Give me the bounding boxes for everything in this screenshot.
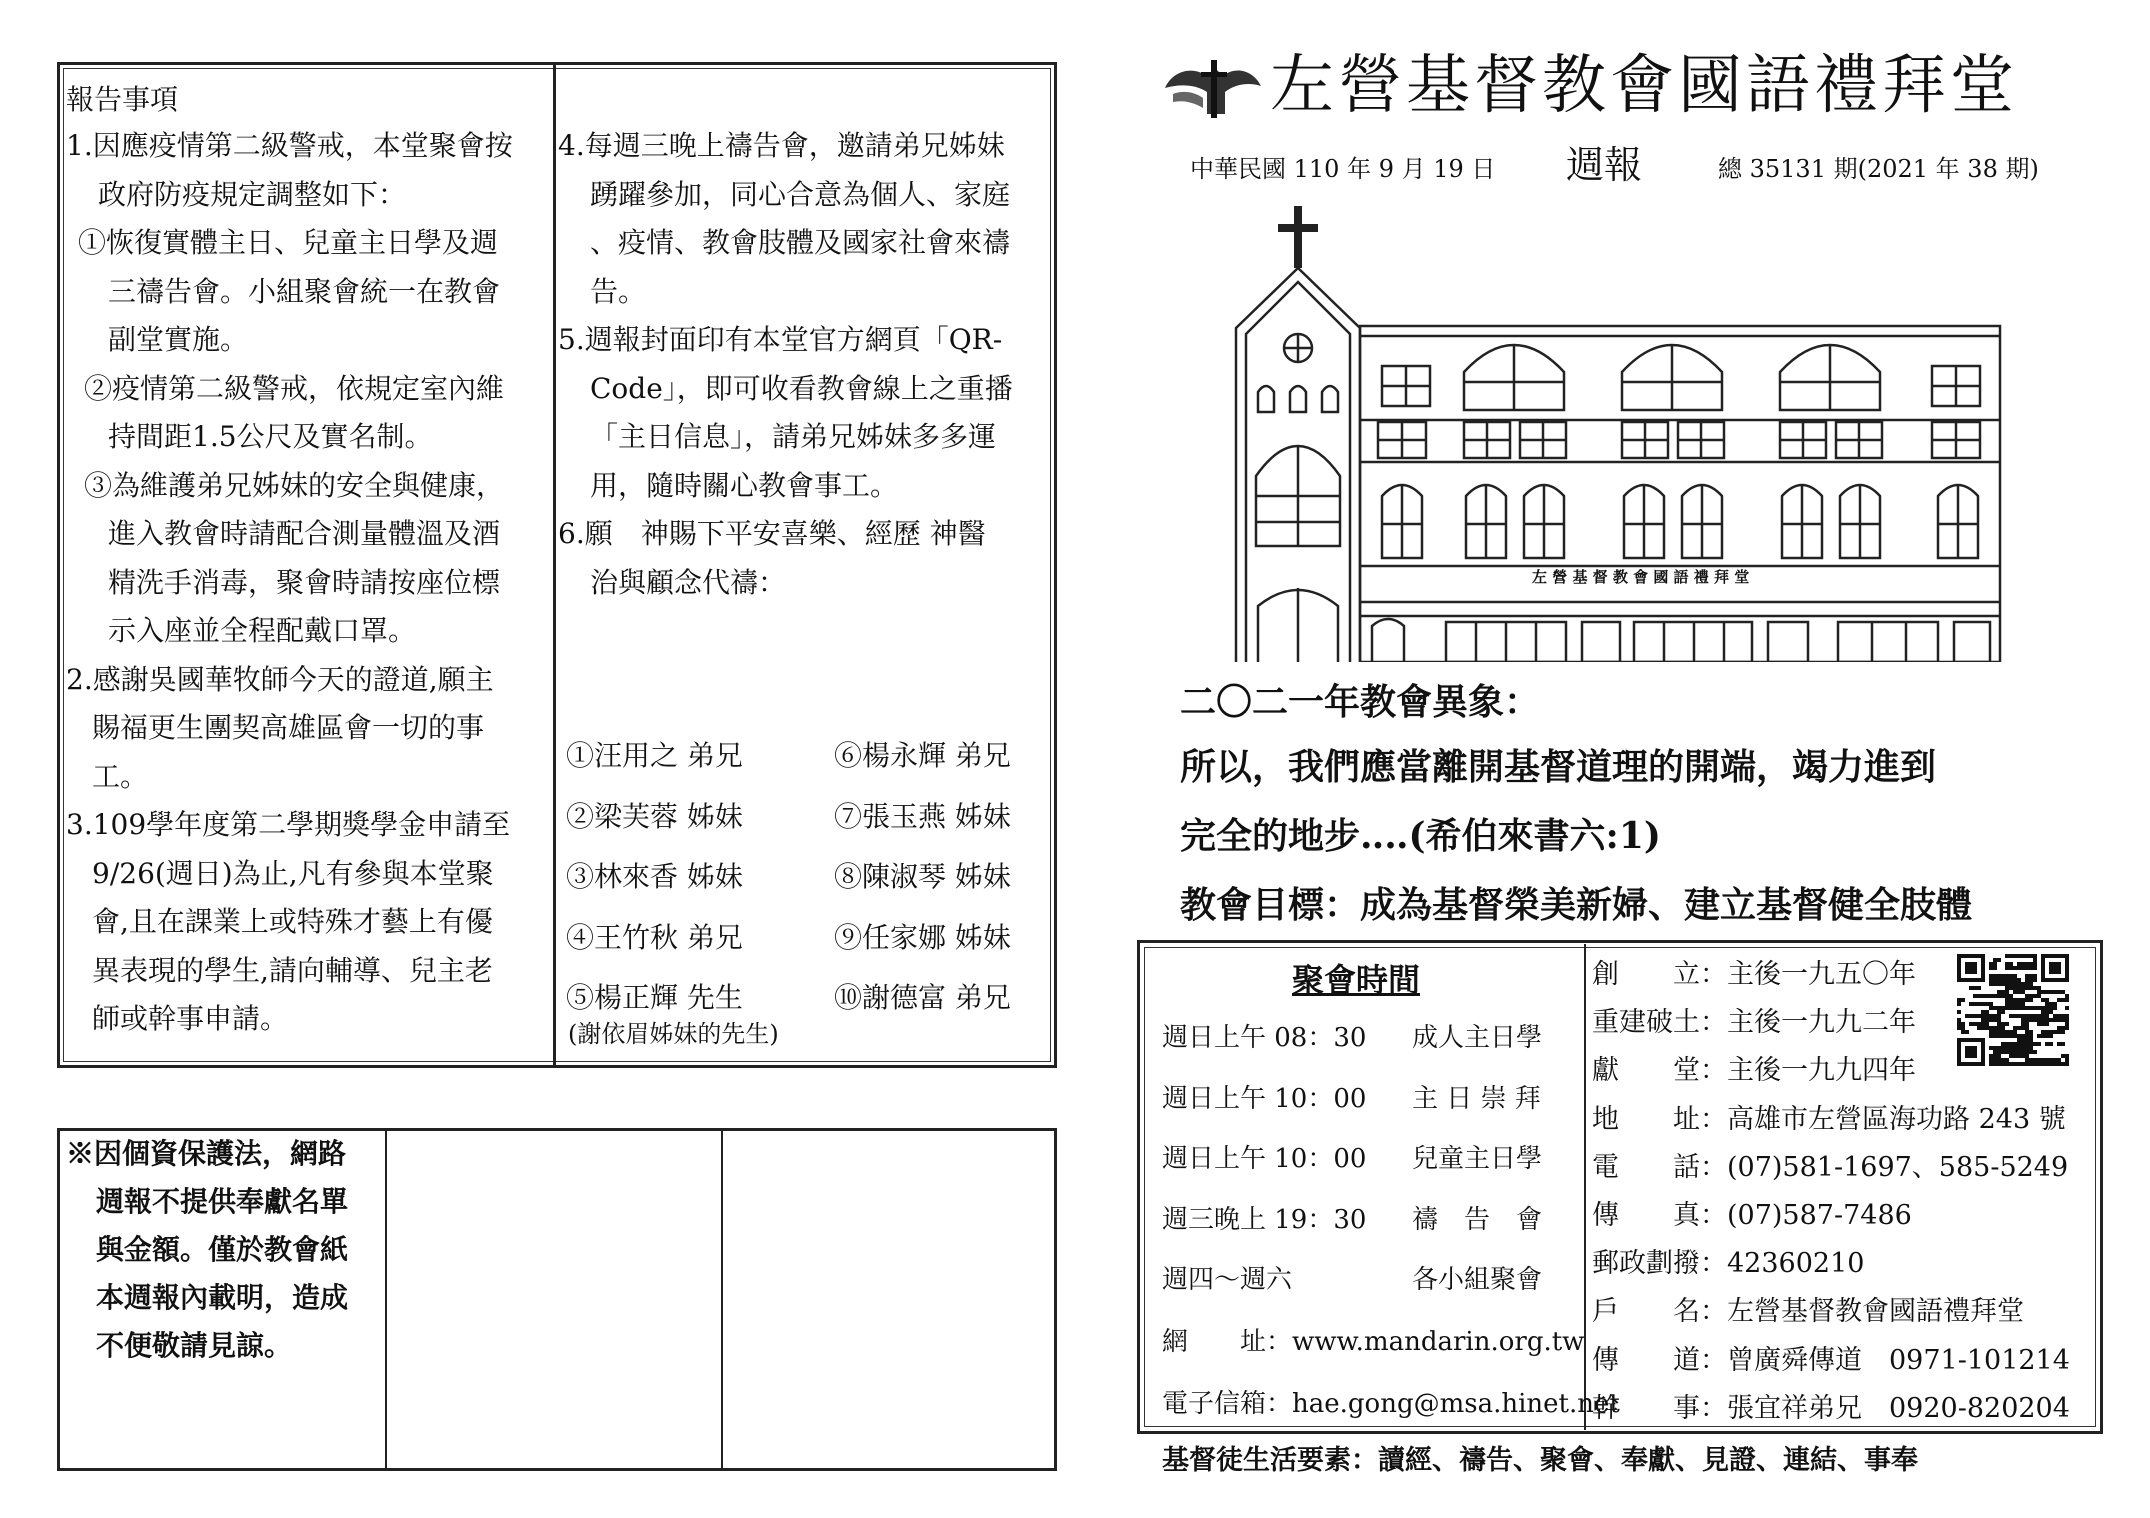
church-info-line: 重建破土：主後一九九二年	[1592, 1007, 1916, 1039]
announcement-line: Code」，即可收看教會線上之重播	[590, 371, 1013, 405]
church-goal: 教會目標：成為基督榮美新婦、建立基督健全肢體	[1180, 884, 1973, 926]
announcement-line: 持間距1.5公尺及實名制。	[108, 420, 433, 453]
announcement-line: 2.感謝吳國華牧師今天的證道,願主	[66, 662, 494, 696]
announcement-line: 4.每週三晚上禱告會，邀請弟兄姊妹	[558, 129, 1005, 162]
announcement-line: 5.週報封面印有本堂官方網頁「QR-	[558, 323, 1003, 356]
meeting-time: 週四～週六	[1162, 1265, 1293, 1295]
meeting-name: 主 日 崇 拜	[1412, 1083, 1541, 1114]
church-info-line: 戶 名：左營基督教會國語禮拜堂	[1592, 1296, 2024, 1328]
meeting-name: 各小組聚會	[1412, 1265, 1543, 1295]
privacy-notice-line: 本週報內載明，造成	[96, 1281, 349, 1314]
privacy-notice-line: ※因個資保護法，網路	[66, 1137, 347, 1170]
meeting-name: 兒童主日學	[1412, 1144, 1543, 1174]
church-info-line: 電 話：(07)581-1697、585-5249	[1592, 1151, 2069, 1183]
vision-verse-line1: 所以，我們應當離開基督道理的開端，竭力進到	[1180, 746, 1937, 788]
meeting-time: 週日上午 10：00	[1162, 1144, 1367, 1174]
privacy-notice-line: 與金額。僅於教會紙	[96, 1233, 349, 1266]
announcement-line: ①恢復實體主日、兒童主日學及週	[78, 226, 499, 259]
meeting-name: 禱 告 會	[1412, 1204, 1543, 1235]
website-line: 網 址：www.mandarin.org.tw	[1162, 1327, 1585, 1357]
bulletin-label: 週報	[1566, 143, 1643, 187]
notice-box-divider-1	[385, 1128, 387, 1471]
prayer-name: ⑧陳淑琴 姊妹	[834, 860, 1011, 893]
prayer-name: ⑤楊正輝 先生	[566, 981, 743, 1014]
privacy-notice-line: 不便敬請見諒。	[96, 1329, 293, 1362]
email-line: 電子信箱：hae.gong@msa.hinet.net	[1162, 1389, 1620, 1419]
prayer-name: ②梁芙蓉 姊妹	[566, 799, 743, 833]
prayer-name: ①汪用之 弟兄	[566, 739, 743, 772]
announcement-line: 政府防疫規定調整如下：	[98, 177, 407, 211]
prayer-name: ⑨任家娜 姊妹	[834, 920, 1011, 954]
announcement-line: 三禱告會。小組聚會統一在教會	[108, 274, 501, 308]
bulletin-date: 中華民國 110 年 9 月 19 日	[1190, 155, 1496, 183]
meeting-time: 週日上午 10：00	[1162, 1083, 1367, 1114]
announcement-line: 師或幹事申請。	[92, 1002, 289, 1035]
announcement-line: 精洗手消毒，聚會時請按座位標	[108, 565, 501, 599]
church-info-line: 傳 道：曾廣舜傳道 0971-101214	[1592, 1344, 2070, 1376]
announcement-line: 6.願 神賜下平安喜樂、經歷 神醫	[558, 517, 986, 550]
announcement-line: 進入教會時請配合測量體溫及酒	[108, 517, 501, 550]
prayer-name: ⑥楊永輝 弟兄	[834, 739, 1011, 772]
announcement-line: 用，隨時關心教會事工。	[590, 468, 899, 502]
announcement-line: 異表現的學生,請向輔導、兒主老	[92, 953, 493, 987]
announcement-line: 工。	[92, 759, 149, 793]
announcement-line: 踴躍參加，同心合意為個人、家庭	[590, 177, 1011, 211]
announcement-line: 9/26(週日)為止,凡有參與本堂聚	[92, 856, 494, 890]
announcement-line: ③為維護弟兄姊妹的安全與健康，	[84, 468, 505, 502]
vision-verse-line2: 完全的地步‥‥(希伯來書六:1)	[1180, 815, 1661, 857]
meetings-title: 聚會時間	[1292, 961, 1421, 999]
bulletin-issue: 總 35131 期(2021 年 38 期)	[1718, 155, 2039, 183]
prayer-name: ⑦張玉燕 姊妹	[834, 799, 1011, 833]
announcement-line: 1.因應疫情第二級警戒，本堂聚會按	[66, 129, 513, 162]
privacy-notice-line: 週報不提供奉獻名單	[96, 1185, 349, 1218]
announcement-line: 會,且在課業上或特殊才藝上有優	[92, 905, 493, 938]
church-info-line: 地 址：高雄市左營區海功路 243 號	[1592, 1103, 2066, 1135]
church-info-line: 郵政劃撥：42360210	[1592, 1248, 1865, 1280]
church-title: 左營基督教會國語禮拜堂	[1270, 49, 2018, 123]
notice-box-divider-2	[721, 1128, 723, 1471]
building-sign: 左 營 基 督 教 會 國 語 禮 拜 堂	[1532, 568, 1750, 586]
announcement-line: 、疫情、教會肢體及國家社會來禱	[590, 226, 1011, 259]
church-info-line: 獻 堂：主後一九九四年	[1592, 1055, 1916, 1087]
meeting-name: 成人主日學	[1412, 1023, 1543, 1053]
meeting-time: 週三晚上 19：30	[1162, 1204, 1367, 1235]
church-info-line: 創 立：主後一九五〇年	[1592, 959, 1916, 990]
announcement-line: 告。	[590, 274, 647, 308]
qr-code-icon[interactable]	[1957, 954, 2069, 1066]
vision-title: 二〇二一年教會異象：	[1180, 681, 1541, 723]
announcement-line: 「主日信息」，請弟兄姊妹多多運	[590, 420, 997, 453]
church-logo-icon	[1163, 58, 1263, 120]
announcement-line: 副堂實施。	[108, 323, 249, 356]
prayer-name: ⑩謝德富 弟兄	[834, 981, 1011, 1014]
announcements-heading: 報告事項	[66, 83, 179, 116]
announcement-line: 示入座並全程配戴口罩。	[108, 614, 417, 647]
prayer-name: ④王竹秋 弟兄	[566, 920, 743, 954]
announcement-line: 賜福更生團契高雄區會一切的事	[92, 711, 485, 744]
church-info-line: 幹 事：張宜祥弟兄 0920-820204	[1592, 1392, 2070, 1424]
announcement-line: 治與顧念代禱：	[590, 565, 787, 599]
announcements-column-divider	[553, 62, 556, 1068]
prayer-note: (謝依眉姊妹的先生)	[568, 1020, 779, 1048]
christian-life-essentials: 基督徒生活要素：讀經、禱告、聚會、奉獻、見證、連結、事奉	[1162, 1445, 1918, 1476]
church-building-illustration	[1232, 206, 2002, 662]
announcement-line: 3.109學年度第二學期獎學金申請至	[66, 808, 511, 841]
announcement-line: ②疫情第二級警戒，依規定室內維	[84, 371, 505, 405]
prayer-name: ③林來香 姊妹	[566, 860, 743, 893]
meeting-time: 週日上午 08：30	[1162, 1023, 1367, 1053]
church-info-line: 傳 真：(07)587-7486	[1592, 1200, 1912, 1231]
